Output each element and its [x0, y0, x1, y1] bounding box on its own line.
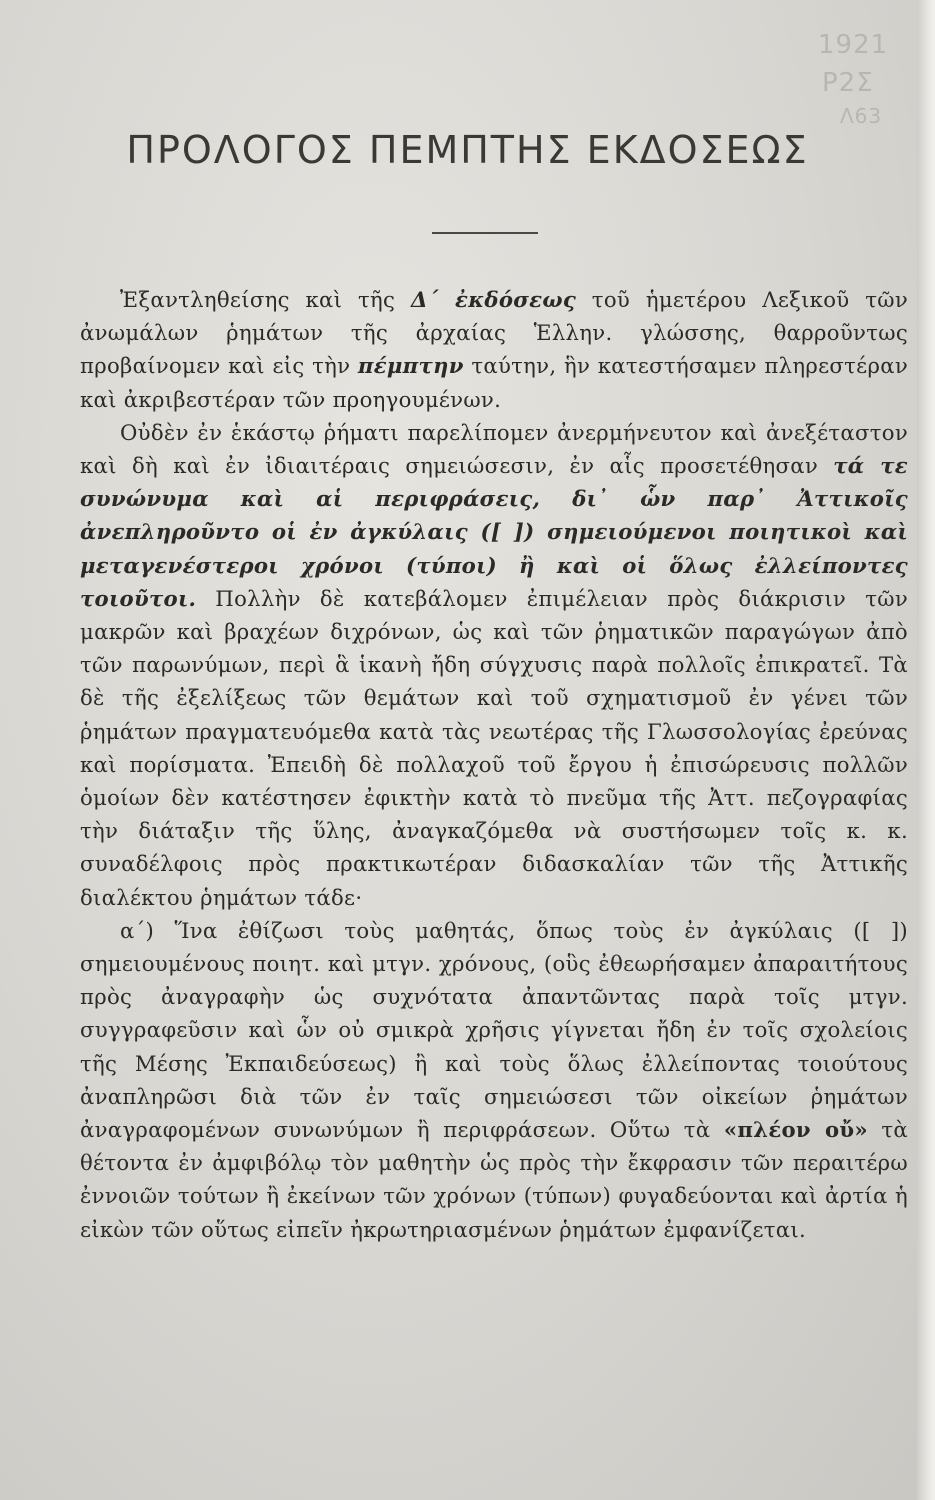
- p2-synonyms-italic: τά τε συνώνυμα καὶ αἱ περιφράσεις, δι᾽ ὧν παρ᾽ Ἀττικοῖς ἀνεπληροῦντο οἱ ἐν ἀγκύλαις ([ ]) σημειούμενοι ποιητικοὶ καὶ μεταγενέστεροι χρόνοι (τύποι) ἢ καὶ οἱ ὅλως ἐλλείποντες τοιοῦτοι.: [80, 453, 908, 611]
- p3-text-a: α΄) Ἵνα ἐθίζωσι τοὺς μαθητάς, ὅπως τοὺς ἐν ἀγκύλαις ([ ]) σημειουμένους ποιητ. καὶ μτγν. χρόνους, (οὓς ἐθεωρήσαμεν ἀπαραιτήτους πρὸς ἀναγραφὴν ὡς συχνότατα ἀπαντῶντας παρὰ τοῖς μτγν. συγγραφεῦσιν καὶ ὧν οὐ σμικρὰ χρῆσις γίγνεται ἤδη ἐν τοῖς σχολείοις τῆς Μέσης Ἐκπαιδεύσεως) ἢ καὶ τοὺς ὅλως ἐλλείποντας τοιούτους ἀναπληρῶσι διὰ τῶν ἐν ταῖς σημειώσεσι τῶν οἰκείων ῥημάτων ἀναγραφομένων συνωνύμων ἢ περιφράσεων. Οὕτω τὰ: [80, 917, 908, 1143]
- preface-body: [80, 283, 908, 1246]
- margin-note-year: 1921: [818, 30, 889, 60]
- p2-text-c: Πολλὴν δὲ κατεβάλομεν ἐπιμέλειαν πρὸς διάκρισιν τῶν μακρῶν καὶ βραχέων διχρόνων, ὡς καὶ τῶν ῥηματικῶν παραγώγων ἀπὸ τῶν παρωνύμων, περὶ ἃ ἱκανὴ ἤδη σύγχυσις παρὰ πολλοῖς ἐπικρατεῖ. Τὰ δὲ τῆς ἐξελίξεως τῶν θεμάτων καὶ τοῦ σχηματισμοῦ ἐν γένει τῶν ῥημάτων πραγματευόμεθα κατὰ τὰς νεωτέρας τῆς Γλωσσολογίας ἐρεύνας καὶ πορίσματα. Ἐπειδὴ δὲ πολλαχοῦ τοῦ ἔργου ἡ ἐπισώρευσις πολλῶν ὁμοίων δὲν κατέστησεν ἐφικτὴν κατὰ τὸ πνεῦμα τῆς Ἀττ. πεζογραφίας τὴν διάταξιν τῆς ὕλης, ἀναγκαζόμεθα νὰ συστήσωμεν τοῖς κ. κ. συναδέλφοις πρὸς πρακτικωτέραν διδασκαλίαν τῶν τῆς Ἀττικῆς διαλέκτου ῥημάτων τάδε·: [80, 585, 908, 910]
- paragraph-3: [80, 914, 908, 1246]
- p1-text-c: τοῦ ἡμετέρου Λεξικοῦ τῶν ἀνωμάλων ῥημάτων τῆς ἀρχαίας Ἑλλην. γλώσσης, θαρροῦντως προβαίνομεν καὶ εἰς τὴν: [80, 287, 908, 379]
- margin-note-shelfmark: P2Σ: [822, 68, 874, 98]
- p1-fifth-bold: πέμπτην: [357, 353, 464, 379]
- p2-text-a: Οὐδὲν ἐν ἑκάστῳ ῥήματι παρελίπομεν ἀνερμήνευτον καὶ ἀνεξέταστον καὶ δὴ καὶ ἐν ἰδιαιτέραις σημειώσεσιν, ἐν αἷς προσετέθησαν: [80, 419, 908, 479]
- p3-quote-bold: «πλέον οὔ»: [723, 1117, 868, 1143]
- p1-edition-italic: Δ΄ ἐκδόσεως: [410, 287, 577, 312]
- page-title: ΠΡΟΛΟΓΟΣ ΠΕΜΠΤΗΣ ΕΚΔΟΣΕΩΣ: [126, 128, 809, 172]
- margin-note-code: Λ63: [840, 104, 883, 128]
- p1-text-a: Ἐξαντληθείσης καὶ τῆς: [120, 287, 411, 312]
- paragraph-1: [80, 283, 908, 416]
- title-rule: [432, 232, 538, 234]
- page-edge: [917, 0, 935, 1500]
- p3-text-c: τὰ θέτοντα ἐν ἀμφιβόλῳ τὸν μαθητὴν ὡς πρὸς τὴν ἔκφρασιν τῶν περαιτέρω ἐννοιῶν τούτων ἢ ἐκείνων τῶν χρόνων (τύπων) φυγαδεύονται καὶ ἀρτία ἡ εἰκὼν τῶν οὕτως εἰπεῖν ἠκρωτηριασμένων ῥημάτων ἐμφανίζεται.: [80, 1117, 909, 1242]
- paragraph-2: [80, 416, 908, 914]
- p1-text-e: ταύτην, ἣν κατεστήσαμεν πληρεστέραν καὶ ἀκριβεστέραν τῶν προηγουμένων.: [80, 353, 908, 412]
